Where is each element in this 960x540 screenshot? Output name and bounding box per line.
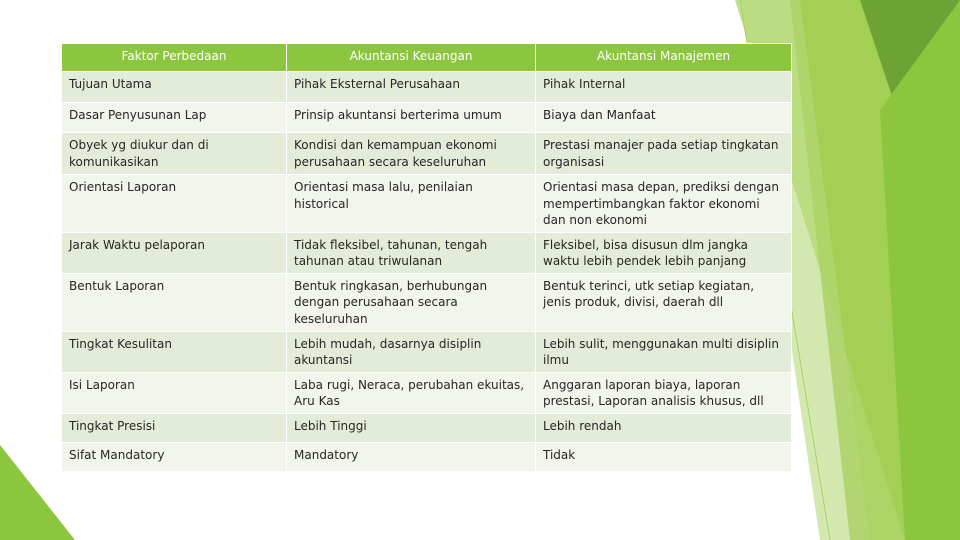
table-row [62, 413, 792, 442]
table-row [62, 72, 792, 103]
table-cell: Lebih rendah [536, 413, 792, 442]
table-row [62, 442, 792, 471]
header-faktor-perbedaan: Faktor Perbedaan [62, 44, 287, 72]
table-cell: Pihak Internal [536, 72, 792, 103]
table-cell: Isi Laporan [62, 372, 287, 413]
table-row [62, 372, 792, 413]
table-cell: Tingkat Kesulitan [62, 331, 287, 372]
table-cell: Lebih sulit, menggunakan multi disiplin ilmu [536, 331, 792, 372]
table-header-row [62, 44, 792, 72]
table-cell: Tujuan Utama [62, 72, 287, 103]
table-row [62, 273, 792, 331]
table-cell: Mandatory [287, 442, 536, 471]
table-cell: Lebih mudah, dasarnya disiplin akuntansi [287, 331, 536, 372]
table-cell: Sifat Mandatory [62, 442, 287, 471]
table-cell: Lebih Tinggi [287, 413, 536, 442]
header-akuntansi-manajemen: Akuntansi Manajemen [536, 44, 792, 72]
table-cell: Jarak Waktu pelaporan [62, 232, 287, 273]
table-row [62, 103, 792, 133]
table-cell: Tingkat Presisi [62, 413, 287, 442]
table-cell: Bentuk Laporan [62, 273, 287, 331]
table-cell: Obyek yg diukur dan di komunikasikan [62, 133, 287, 175]
table-cell: Fleksibel, bisa disusun dlm jangka waktu lebih pendek lebih panjang [536, 232, 792, 273]
table-cell: Orientasi masa lalu, penilaian historical [287, 175, 536, 233]
table-cell: Orientasi Laporan [62, 175, 287, 233]
header-akuntansi-keuangan: Akuntansi Keuangan [287, 44, 536, 72]
table-cell: Tidak fleksibel, tahunan, tengah tahunan atau triwulanan [287, 232, 536, 273]
table-row [62, 175, 792, 233]
table-cell: Prinsip akuntansi berterima umum [287, 103, 536, 133]
table-cell: Biaya dan Manfaat [536, 103, 792, 133]
table-cell: Orientasi masa depan, prediksi dengan mempertimbangkan faktor ekonomi dan non ekonomi [536, 175, 792, 233]
table-cell: Prestasi manajer pada setiap tingkatan organisasi [536, 133, 792, 175]
table-cell: Anggaran laporan biaya, laporan prestasi, Laporan analisis khusus, dll [536, 372, 792, 413]
table-cell: Tidak [536, 442, 792, 471]
table-cell: Bentuk terinci, utk setiap kegiatan, jenis produk, divisi, daerah dll [536, 273, 792, 331]
table-cell: Bentuk ringkasan, berhubungan dengan perusahaan secara keseluruhan [287, 273, 536, 331]
table-cell: Laba rugi, Neraca, perubahan ekuitas, Aru Kas [287, 372, 536, 413]
comparison-table [61, 43, 792, 472]
table-row [62, 331, 792, 372]
table-row [62, 232, 792, 273]
table-cell: Dasar Penyusunan Lap [62, 103, 287, 133]
table-row [62, 133, 792, 175]
table-cell: Kondisi dan kemampuan ekonomi perusahaan secara keseluruhan [287, 133, 536, 175]
table-cell: Pihak Eksternal Perusahaan [287, 72, 536, 103]
